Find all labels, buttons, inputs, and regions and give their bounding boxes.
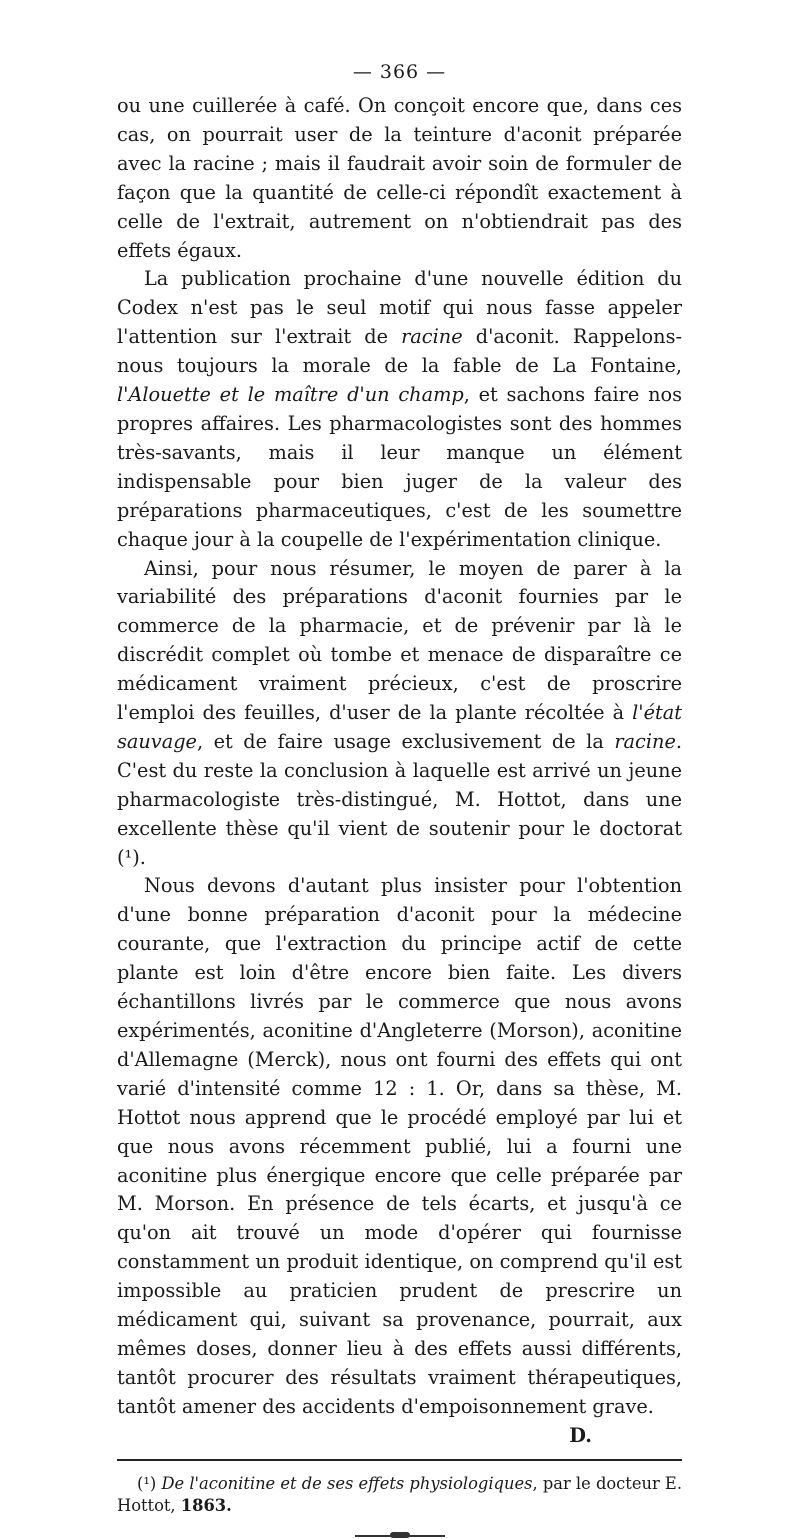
footnote-rule [117, 1459, 682, 1461]
footnote-marker: (¹) [137, 1473, 157, 1493]
footnote-year: 1863. [180, 1495, 232, 1515]
italic-text: racine [614, 729, 676, 753]
text-run: , et sachons faire nos propres affaires. Les pharmacologistes sont des hommes très-savants, mais il leur manque un élément indispensable pour bien juger de la valeur des préparations pharmaceutiques, c'est de les soumettre chaque jour à la coupelle de l'expérimentation clinique. [117, 383, 682, 551]
body-text [117, 92, 682, 1451]
signature: D. [569, 1423, 592, 1447]
paragraph-3 [117, 555, 682, 873]
text-run: , et de faire usage exclusivement de la [196, 729, 615, 753]
text-run: La publication prochaine d'une nouvelle édition du Codex n'est pas le seul motif qui nous fasse appeler l'attention sur l'extrait de [117, 267, 682, 349]
paragraph-2 [117, 265, 682, 554]
footnote [117, 1473, 682, 1517]
end-ornament [355, 1533, 445, 1539]
italic-text: racine [401, 325, 463, 349]
italic-text: l'état sauvage [117, 701, 682, 753]
footnote-title: De l'aconitine et de ses effets physiologiques [161, 1473, 533, 1493]
document-page [117, 60, 682, 1539]
page-number: — 366 — [352, 61, 447, 83]
text-run: d'aconit. Rappelons-nous toujours la morale de la fable de La Fontaine, [117, 325, 682, 378]
paragraph-1 [117, 92, 682, 265]
text-run: . C'est du reste la conclusion à laquelle est arrivé un jeune pharmacologiste très-distingué, M. Hottot, dans une excellente thèse qu'il vient de soutenir pour le doctorat (¹). [117, 729, 682, 869]
italic-text: l'Alouette et le maître d'un champ [117, 383, 464, 407]
text-run: ou une cuillerée à café. On conçoit encore que, dans ces cas, on pourrait user de la teinture d'aconit préparée avec la racine ; mais il faudrait avoir soin de formuler de façon que la quantité de celle-ci répondît exactement à celle de l'extrait, autrement on n'obtiendrait pas des effets égaux. [117, 94, 682, 262]
text-run: Ainsi, pour nous résumer, le moyen de parer à la variabilité des préparations d'aconit fournies par le commerce de la pharmacie, et de prévenir par là le discrédit complet où tombe et menace de disparaître ce médicament vraiment précieux, c'est de proscrire l'emploi des feuilles, d'user de la plante récoltée à [117, 556, 682, 725]
text-run: Nous devons d'autant plus insister pour l'obtention d'une bonne préparation d'aconit pour la médecine courante, que l'extraction du principe actif de cette plante est loin d'être encore bien faite. Les divers échantillons livrés par le commerce que nous avons expérimentés, aconitine d'Angleterre (Morson), aconitine d'Allemagne (Merck), nous ont fourni des effets qui ont varié d'intensité comme 12 : 1. Or, dans sa thèse, M. Hottot nous apprend que le procédé employé par lui et que nous avons récemment publié, lui a fourni une aconitine plus énergique encore que celle préparée par M. Morson. En présence de tels écarts, et jusqu'à ce qu'on ait trouvé un mode d'opérer qui fournisse constamment un produit identique, on comprend qu'il est impossible au praticien prudent de prescrire un médicament qui, suivant sa provenance, pourrait, aux mêmes doses, donner lieu à des effets aussi différents, tantôt procurer des résultats vraiment thérapeutiques, tantôt amener des accidents d'empoisonnement grave. [117, 874, 682, 1418]
footnote-author: , par le docteur E. Hottot, [117, 1473, 682, 1515]
paragraph-4 [117, 872, 682, 1447]
